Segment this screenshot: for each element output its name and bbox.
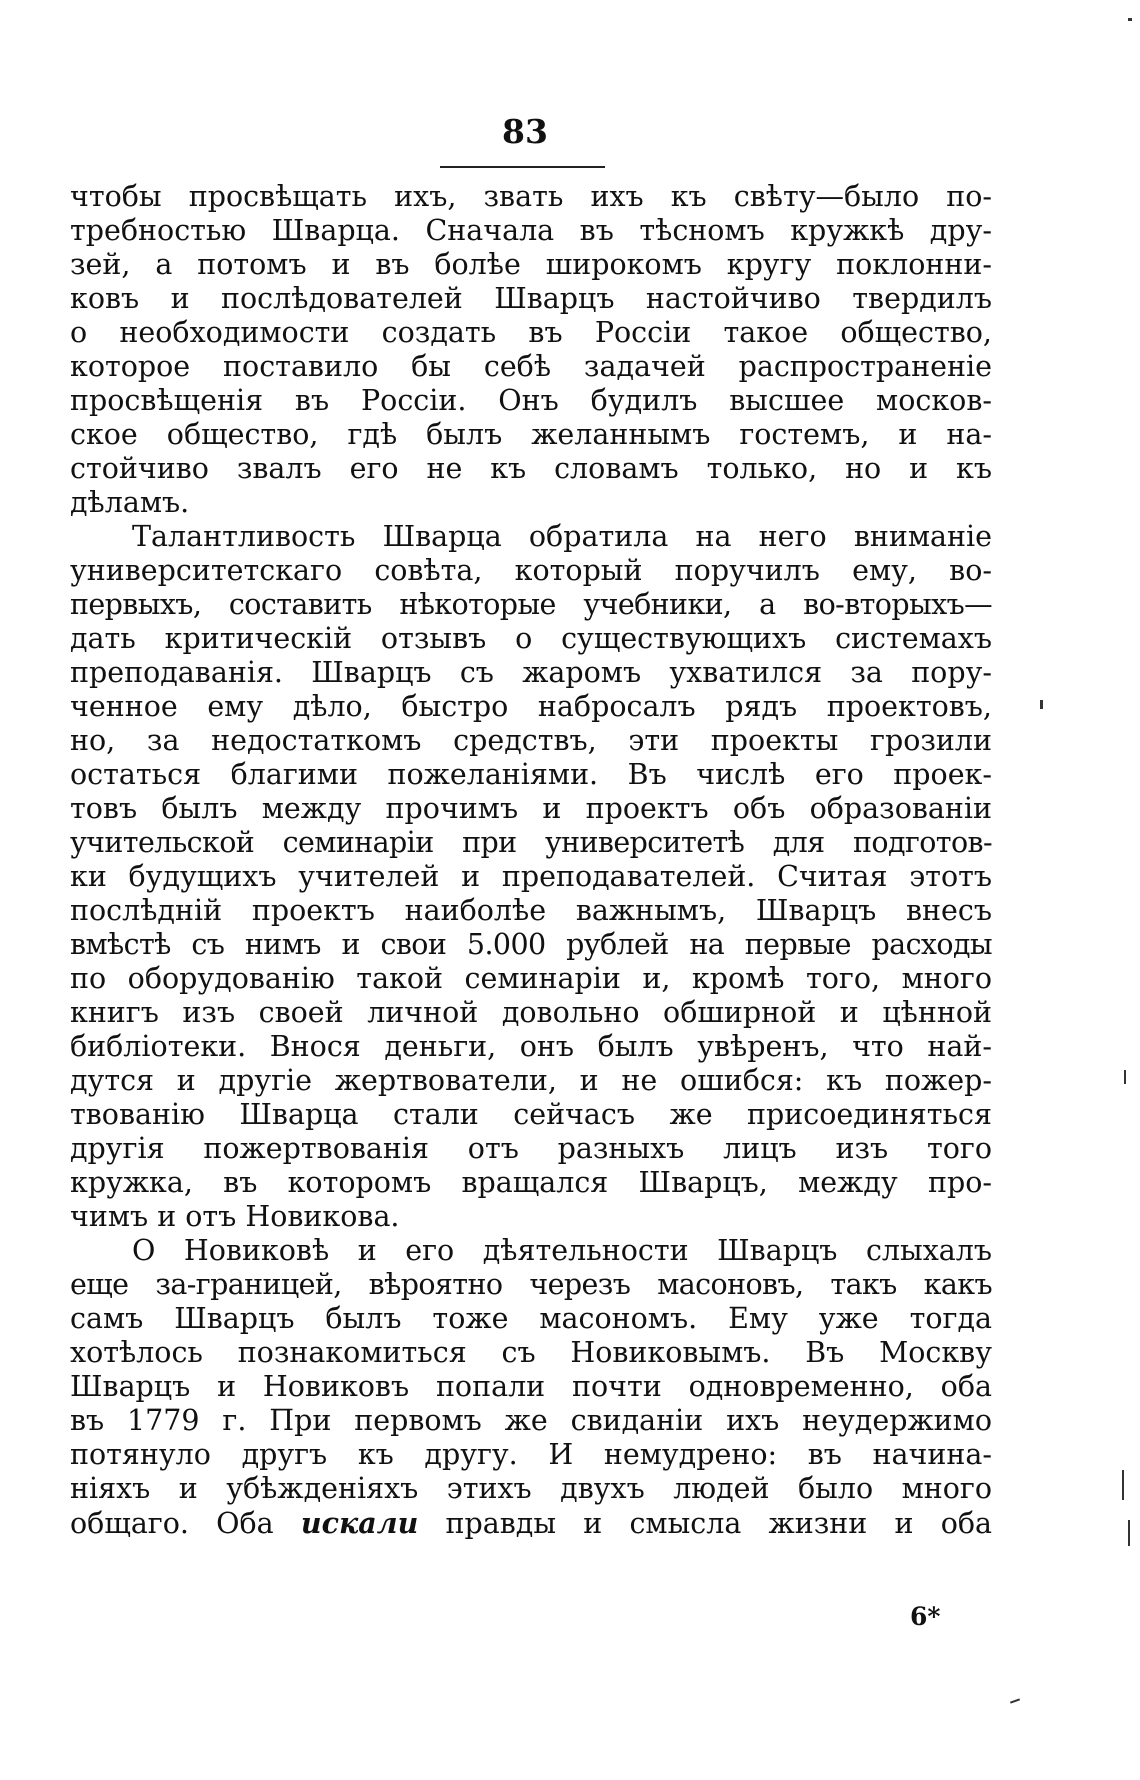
text-line: но, за недостаткомъ средствъ, эти проекты грозили [70, 724, 992, 757]
text-line: послѣдній проектъ наиболѣе важнымъ, Шварцъ внесъ [70, 894, 992, 927]
text-line: зей, а потомъ и въ болѣе широкомъ кругу поклонни- [70, 248, 992, 281]
text-line: ское общество, гдѣ былъ желаннымъ гостемъ, и на- [70, 418, 992, 451]
text-line-with-emphasis [70, 1506, 992, 1540]
text-line: учительской семинаріи при университетѣ для подготов- [70, 826, 992, 859]
text-line: товъ былъ между прочимъ и проектъ объ образованіи [70, 792, 992, 825]
header-rule [440, 166, 605, 168]
text-line: кружка, въ которомъ вращался Шварцъ, между про- [70, 1166, 992, 1199]
text-line: преподаванія. Шварцъ съ жаромъ ухватился за пору- [70, 656, 992, 689]
text-line: по оборудованію такой семинаріи и, кромѣ того, много [70, 962, 992, 995]
text-line: чимъ и отъ Новикова. [70, 1200, 400, 1233]
text-line: потянуло другъ къ другу. И немудрено: въ начина- [70, 1438, 992, 1471]
text-line: О Новиковѣ и его дѣятельности Шварцъ слыхалъ [132, 1234, 992, 1267]
text-line: остаться благими пожеланіями. Въ числѣ его проек- [70, 758, 992, 791]
text-line: требностью Шварца. Сначала въ тѣсномъ кружкѣ дру- [70, 214, 992, 247]
text-line: самъ Шварцъ былъ тоже масономъ. Ему уже тогда [70, 1302, 992, 1335]
scan-speck [1128, 1520, 1130, 1546]
scan-speck [1040, 700, 1043, 709]
text-line: дать критическій отзывъ о существующихъ системахъ [70, 622, 992, 655]
text-line: дутся и другіе жертвователи, и не ошибся: къ пожер- [70, 1064, 992, 1097]
text-line: ковъ и послѣдователей Шварцъ настойчиво твердилъ [70, 282, 992, 315]
signature-mark: 6* [910, 1602, 941, 1631]
text-line: первыхъ, составить нѣкоторые учебники, а во-вторыхъ— [70, 588, 992, 621]
text-line: Шварцъ и Новиковъ попали почти одновременно, оба [70, 1370, 992, 1403]
text-line: дѣламъ. [70, 486, 190, 519]
text-line: твованію Шварца стали сейчасъ же присоединяться [70, 1098, 992, 1131]
text-segment: общаго. Оба [70, 1507, 301, 1540]
scan-speck [1128, 18, 1132, 21]
text-line: университетскаго совѣта, который поручилъ ему, во- [70, 554, 992, 587]
text-line: книгъ изъ своей личной довольно обширной и цѣнной [70, 996, 992, 1029]
text-line: другія пожертвованія отъ разныхъ лицъ изъ того [70, 1132, 992, 1165]
text-line: библіотеки. Внося деньги, онъ былъ увѣренъ, что най- [70, 1030, 992, 1063]
scan-speck [1124, 1070, 1126, 1084]
scan-speck [1122, 1470, 1124, 1500]
text-line: еще за-границей, вѣроятно черезъ масоновъ, такъ какъ [70, 1268, 992, 1301]
scan-speck [1010, 1698, 1020, 1703]
text-line: Талантливость Шварца обратила на него вниманіе [132, 520, 992, 553]
text-line: ки будущихъ учителей и преподавателей. Считая этотъ [70, 860, 992, 893]
text-line: ченное ему дѣло, быстро набросалъ рядъ проектовъ, [70, 690, 992, 723]
page-number: 83 [502, 112, 548, 151]
text-segment: правды и смысла жизни и оба [418, 1507, 992, 1540]
text-line: просвѣщенія въ Россіи. Онъ будилъ высшее москов- [70, 384, 992, 417]
text-line: ніяхъ и убѣжденіяхъ этихъ двухъ людей было много [70, 1472, 992, 1505]
text-line: о необходимости создать въ Россіи такое общество, [70, 316, 992, 349]
text-line: стойчиво звалъ его не къ словамъ только, но и къ [70, 452, 992, 485]
text-line: которое поставило бы себѣ задачей распространеніе [70, 350, 992, 383]
emphasized-word: искали [300, 1506, 419, 1540]
text-line: чтобы просвѣщать ихъ, звать ихъ къ свѣту—было по- [70, 180, 992, 213]
text-line: хотѣлось познакомиться съ Новиковымъ. Въ Москву [70, 1336, 992, 1369]
text-line: вмѣстѣ съ нимъ и свои 5.000 рублей на первые расходы [70, 928, 992, 961]
text-line: въ 1779 г. При первомъ же свиданіи ихъ неудержимо [70, 1404, 992, 1437]
